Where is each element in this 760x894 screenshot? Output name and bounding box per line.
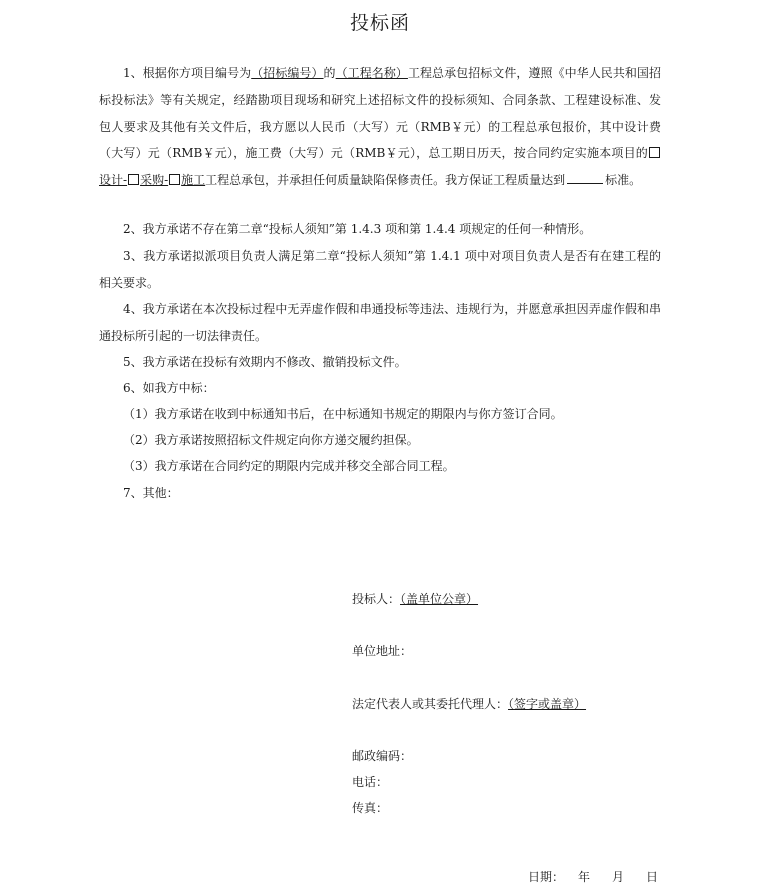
paragraph-5: 5、我方承诺在投标有效期内不修改、撤销投标文件。 <box>123 355 407 369</box>
representative-sign-placeholder[interactable]: （签字或盖章） <box>508 697 587 711</box>
address-label: 单位地址： <box>352 644 413 658</box>
fax-line <box>352 800 388 816</box>
paragraph-6-3: （3）我方承诺在合同约定的期限内完成并移交全部合同工程。 <box>123 459 455 473</box>
date-line <box>528 869 658 885</box>
option-construction: 施工 <box>181 173 206 188</box>
option-procurement: 采购- <box>140 173 169 188</box>
p1-text-e: 标准。 <box>605 173 642 188</box>
date-day: 日 <box>646 870 659 884</box>
checkbox-construction[interactable] <box>169 174 180 185</box>
paragraph-1 <box>99 60 661 194</box>
date-month: 月 <box>612 870 625 884</box>
document-title: 投标函 <box>349 12 410 34</box>
date-label: 日期： <box>528 870 565 884</box>
checkbox-procurement[interactable] <box>128 174 139 185</box>
paragraph-6-2: （2）我方承诺按照招标文件规定向你方递交履约担保。 <box>123 433 419 447</box>
representative-line <box>352 696 586 712</box>
date-year: 年 <box>578 870 591 884</box>
option-design: 设计- <box>99 173 128 188</box>
checkbox-design[interactable] <box>649 147 660 158</box>
paragraph-6: 6、如我方中标： <box>123 381 215 395</box>
p1-text-a: 1、根据你方项目编号为 <box>123 66 252 80</box>
paragraph-4: 4、我方承诺在本次投标过程中无弄虚作假和串通投标等违法、违规行为，并愿意承担因弄虚作假和串通投标所引起的一切法律责任。 <box>99 302 661 343</box>
phone-label: 电话： <box>352 775 389 789</box>
p1-text-b: 的 <box>323 66 336 80</box>
address-line <box>352 643 412 659</box>
p1-text-c: 工程总承包招标文件，遵照《中华人民共和国招标投标法》等有关规定，经踏勘项目现场和研究上述招标文件的投标须知、合同条款、工程建设标准、发包人要求及其他有关文件后，我方愿以人民币（大写）元（RMB￥元）的工程总承包报价，其中设计费（大写）元（RMB￥元），施工费（大写）元（RMB￥元），总工期日历天，按合同约定实施本项目的 <box>99 66 661 161</box>
p1-text-d: 工程总承包，并承担任何质量缺陷保修责任。我方保证工程质量达到 <box>205 173 566 188</box>
bidder-line <box>352 591 478 607</box>
postcode-label: 邮政编码： <box>352 749 413 763</box>
bidder-seal-placeholder[interactable]: （盖单位公章） <box>400 592 479 606</box>
phone-line <box>352 774 388 790</box>
paragraph-2: 2、我方承诺不存在第二章“投标人须知”第 1.4.3 项和第 1.4.4 项规定的任何一种情形。 <box>123 222 592 236</box>
bidder-label: 投标人： <box>352 592 401 606</box>
postcode-line <box>352 748 412 764</box>
paragraph-6-1: （1）我方承诺在收到中标通知书后，在中标通知书规定的期限内与你方签订合同。 <box>123 407 563 421</box>
representative-label: 法定代表人或其委托代理人： <box>352 697 509 711</box>
project-number-placeholder: （招标编号） <box>251 66 324 80</box>
paragraph-3: 3、我方承诺拟派项目负责人满足第二章“投标人须知”第 1.4.1 项中对项目负责人是否有在建工程的相关要求。 <box>99 249 661 290</box>
project-name-placeholder: （工程名称） <box>335 66 408 80</box>
paragraph-7: 7、其他： <box>123 486 179 500</box>
quality-standard-blank[interactable] <box>567 171 603 184</box>
fax-label: 传真： <box>352 801 389 815</box>
